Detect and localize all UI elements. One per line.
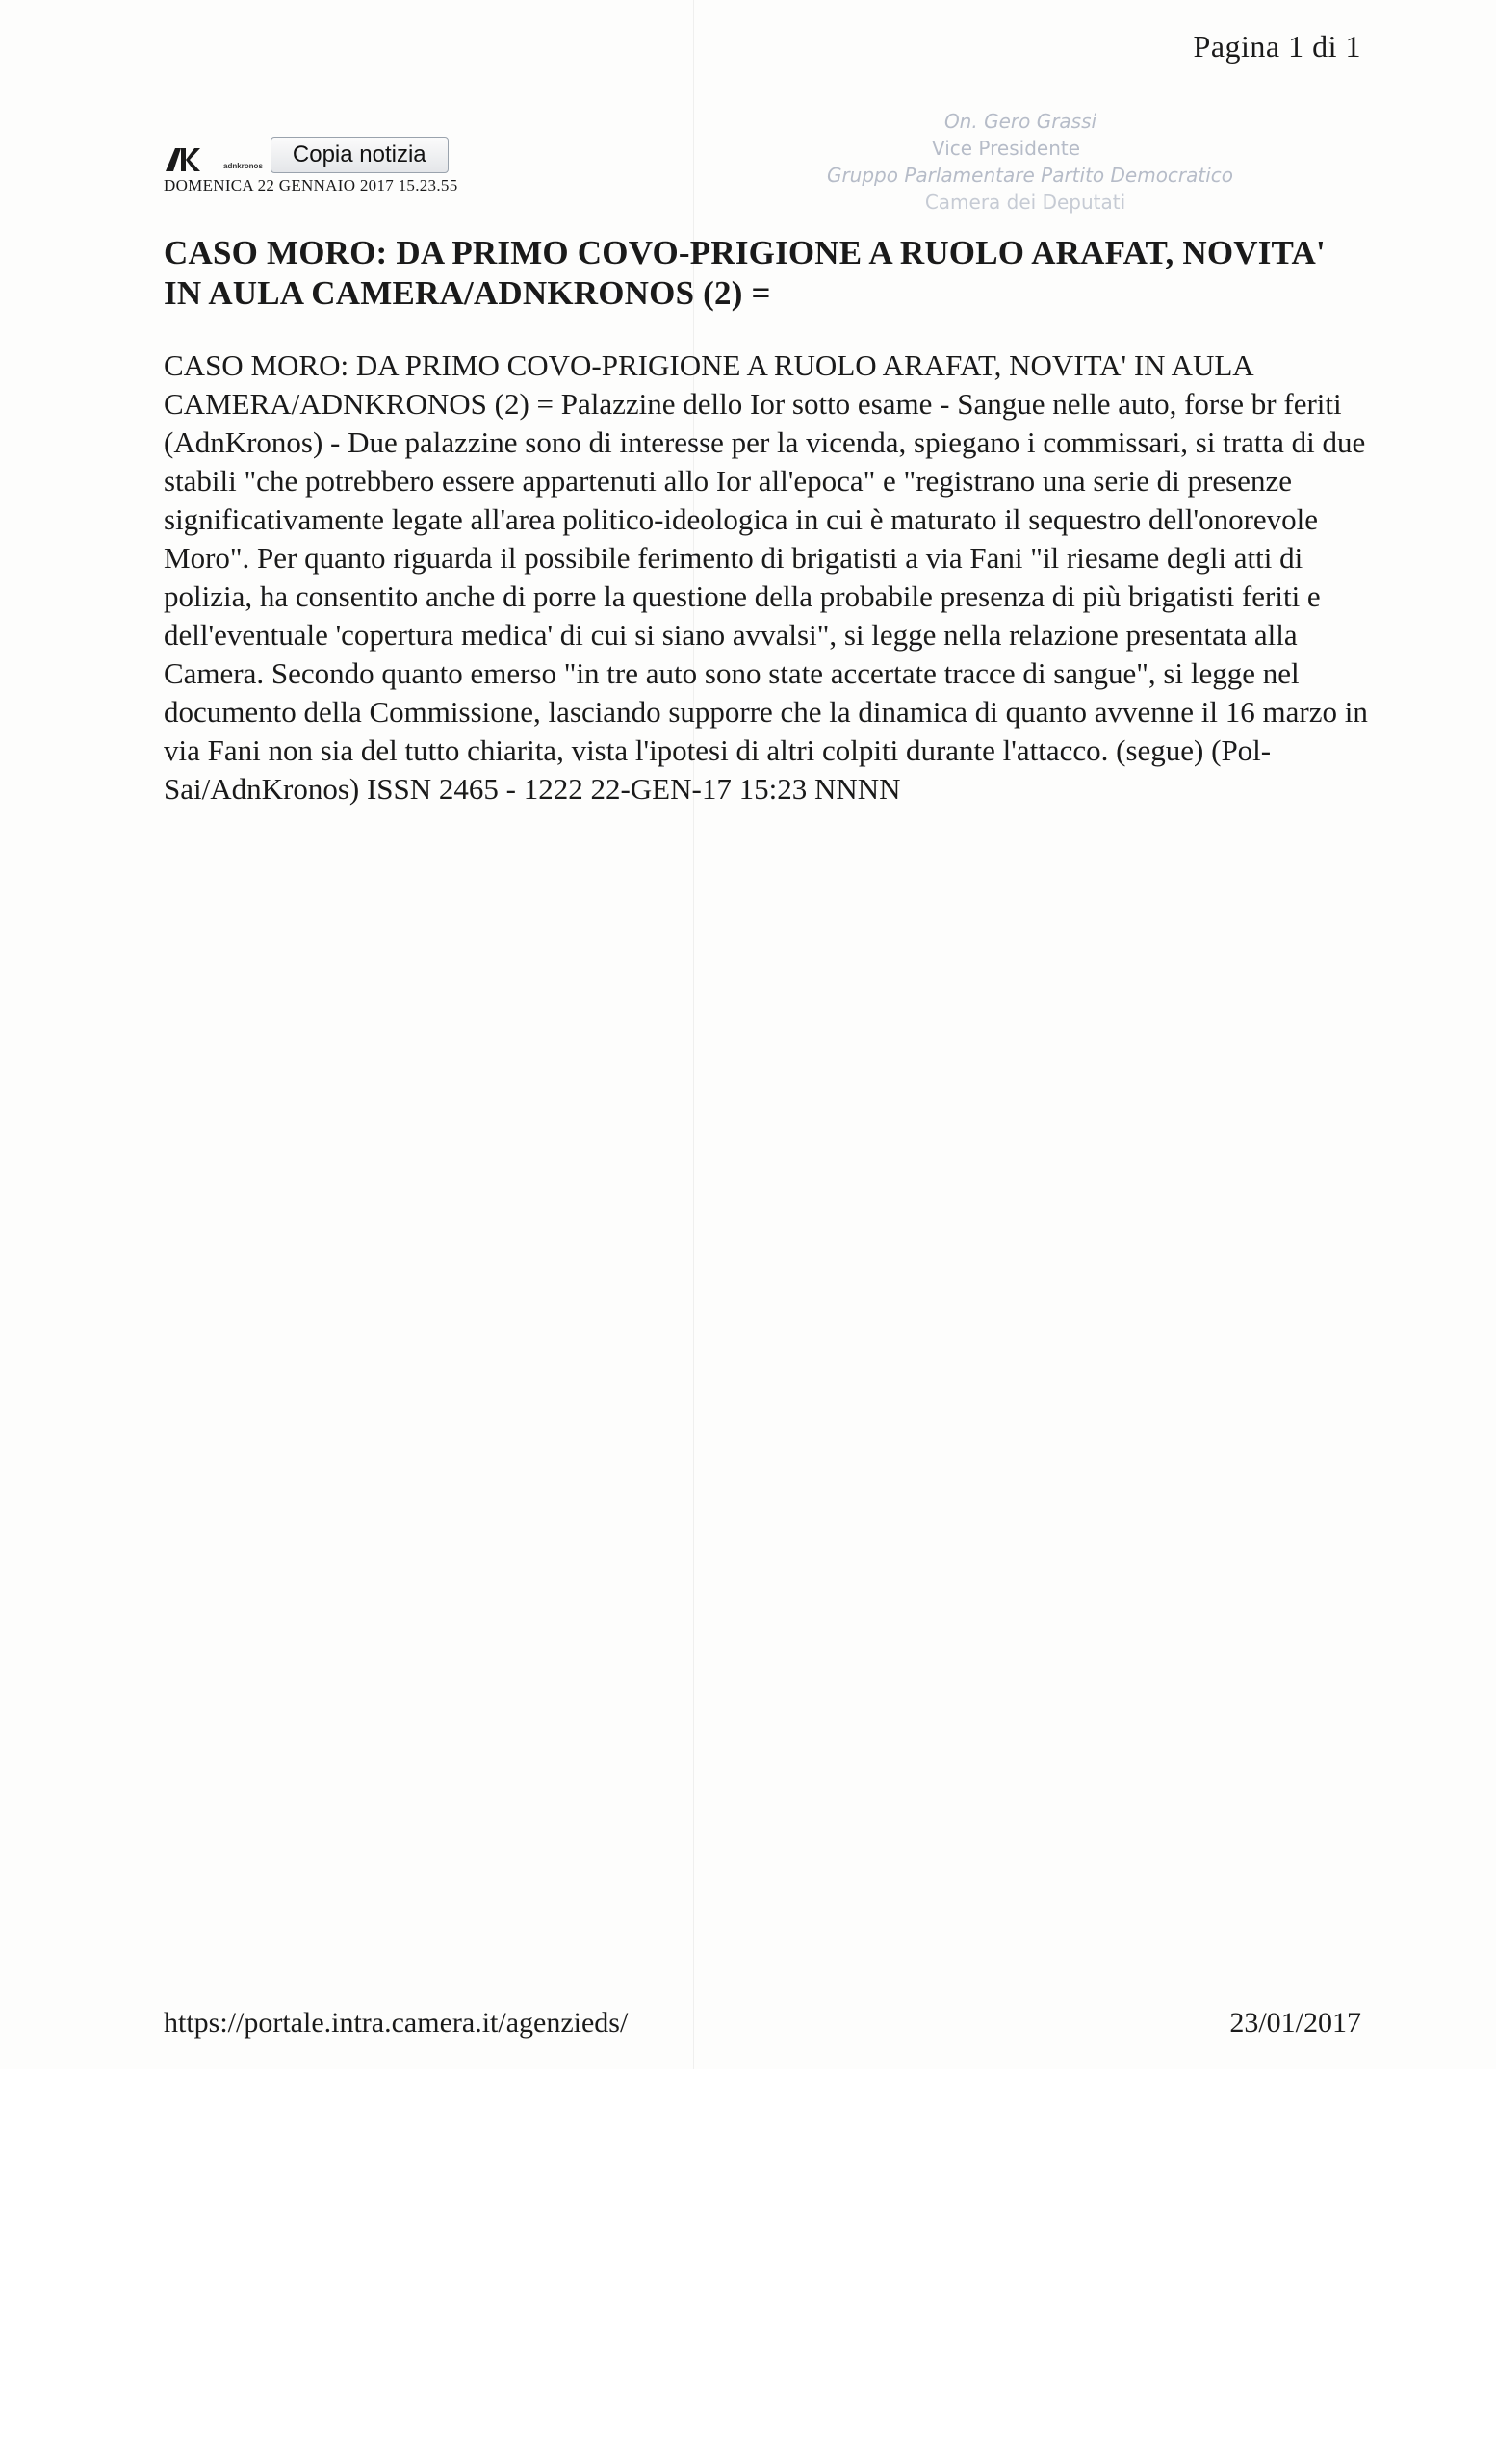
stamp-group: Gruppo Parlamentare Partito Democratico [826, 164, 1234, 187]
article-datetime: DOMENICA 22 GENNAIO 2017 15.23.55 [164, 176, 458, 194]
page-number: Pagina 1 di 1 [1193, 29, 1361, 64]
agency-logo-text: adnkronos [223, 162, 263, 170]
footer-url: https://portale.intra.camera.it/agenzieds/ [164, 2007, 629, 2039]
stamp-name: On. Gero Grassi [943, 110, 1097, 133]
article-body: CASO MORO: DA PRIMO COVO-PRIGIONE A RUOLO ARAFAT, NOVITA' IN AULA CAMERA/ADNKRONOS (2) = Palazzine dello Ior sotto esame - Sangue nelle auto, forse br feriti (AdnKronos) - Due palazzine sono di interesse per la vicenda, spiegano i commissari, si tratta di due stabili "che potrebbero essere appartenuti allo Ior all'epoca" e "registrano una serie di presenze significativamente legate all'area politico-ideologica in cui è maturato il sequestro dell'onorevole Moro". Per quanto riguarda il possibile ferimento di brigatisti a via Fani "il riesame degli atti di polizia, ha consentito anche di porre la questione della probabile presenza di più brigatisti feriti e dell'eventuale 'copertura medica' di cui si siano avvalsi", si legge nella relazione presentata alla Camera. Secondo quanto emerso "in tre auto sono state accertate tracce di sangue", si legge nel documento della Commissione, lasciando supporre che la dinamica di quanto avvenne il 16 marzo in via Fani non sia del tutto chiarita, vista l'ipotesi di altri colpiti durante l'attacco. (segue) (Pol-Sai/AdnKronos) ISSN 2465 - 1222 22-GEN-17 15:23 NNNN [164, 348, 1368, 806]
article-headline: CASO MORO: DA PRIMO COVO-PRIGIONE A RUOLO ARAFAT, NOVITA' IN AULA CAMERA/ADNKRONOS (2) = [164, 234, 1326, 312]
adnkronos-logo-icon [164, 144, 218, 173]
stamp-chamber: Camera dei Deputati [924, 191, 1126, 214]
copy-news-button[interactable]: Copia notizia [271, 137, 449, 173]
agency-header [164, 137, 449, 173]
deputy-stamp [799, 108, 1242, 216]
footer-date: 23/01/2017 [1229, 2007, 1361, 2039]
stamp-role: Vice Presidente [931, 137, 1081, 160]
